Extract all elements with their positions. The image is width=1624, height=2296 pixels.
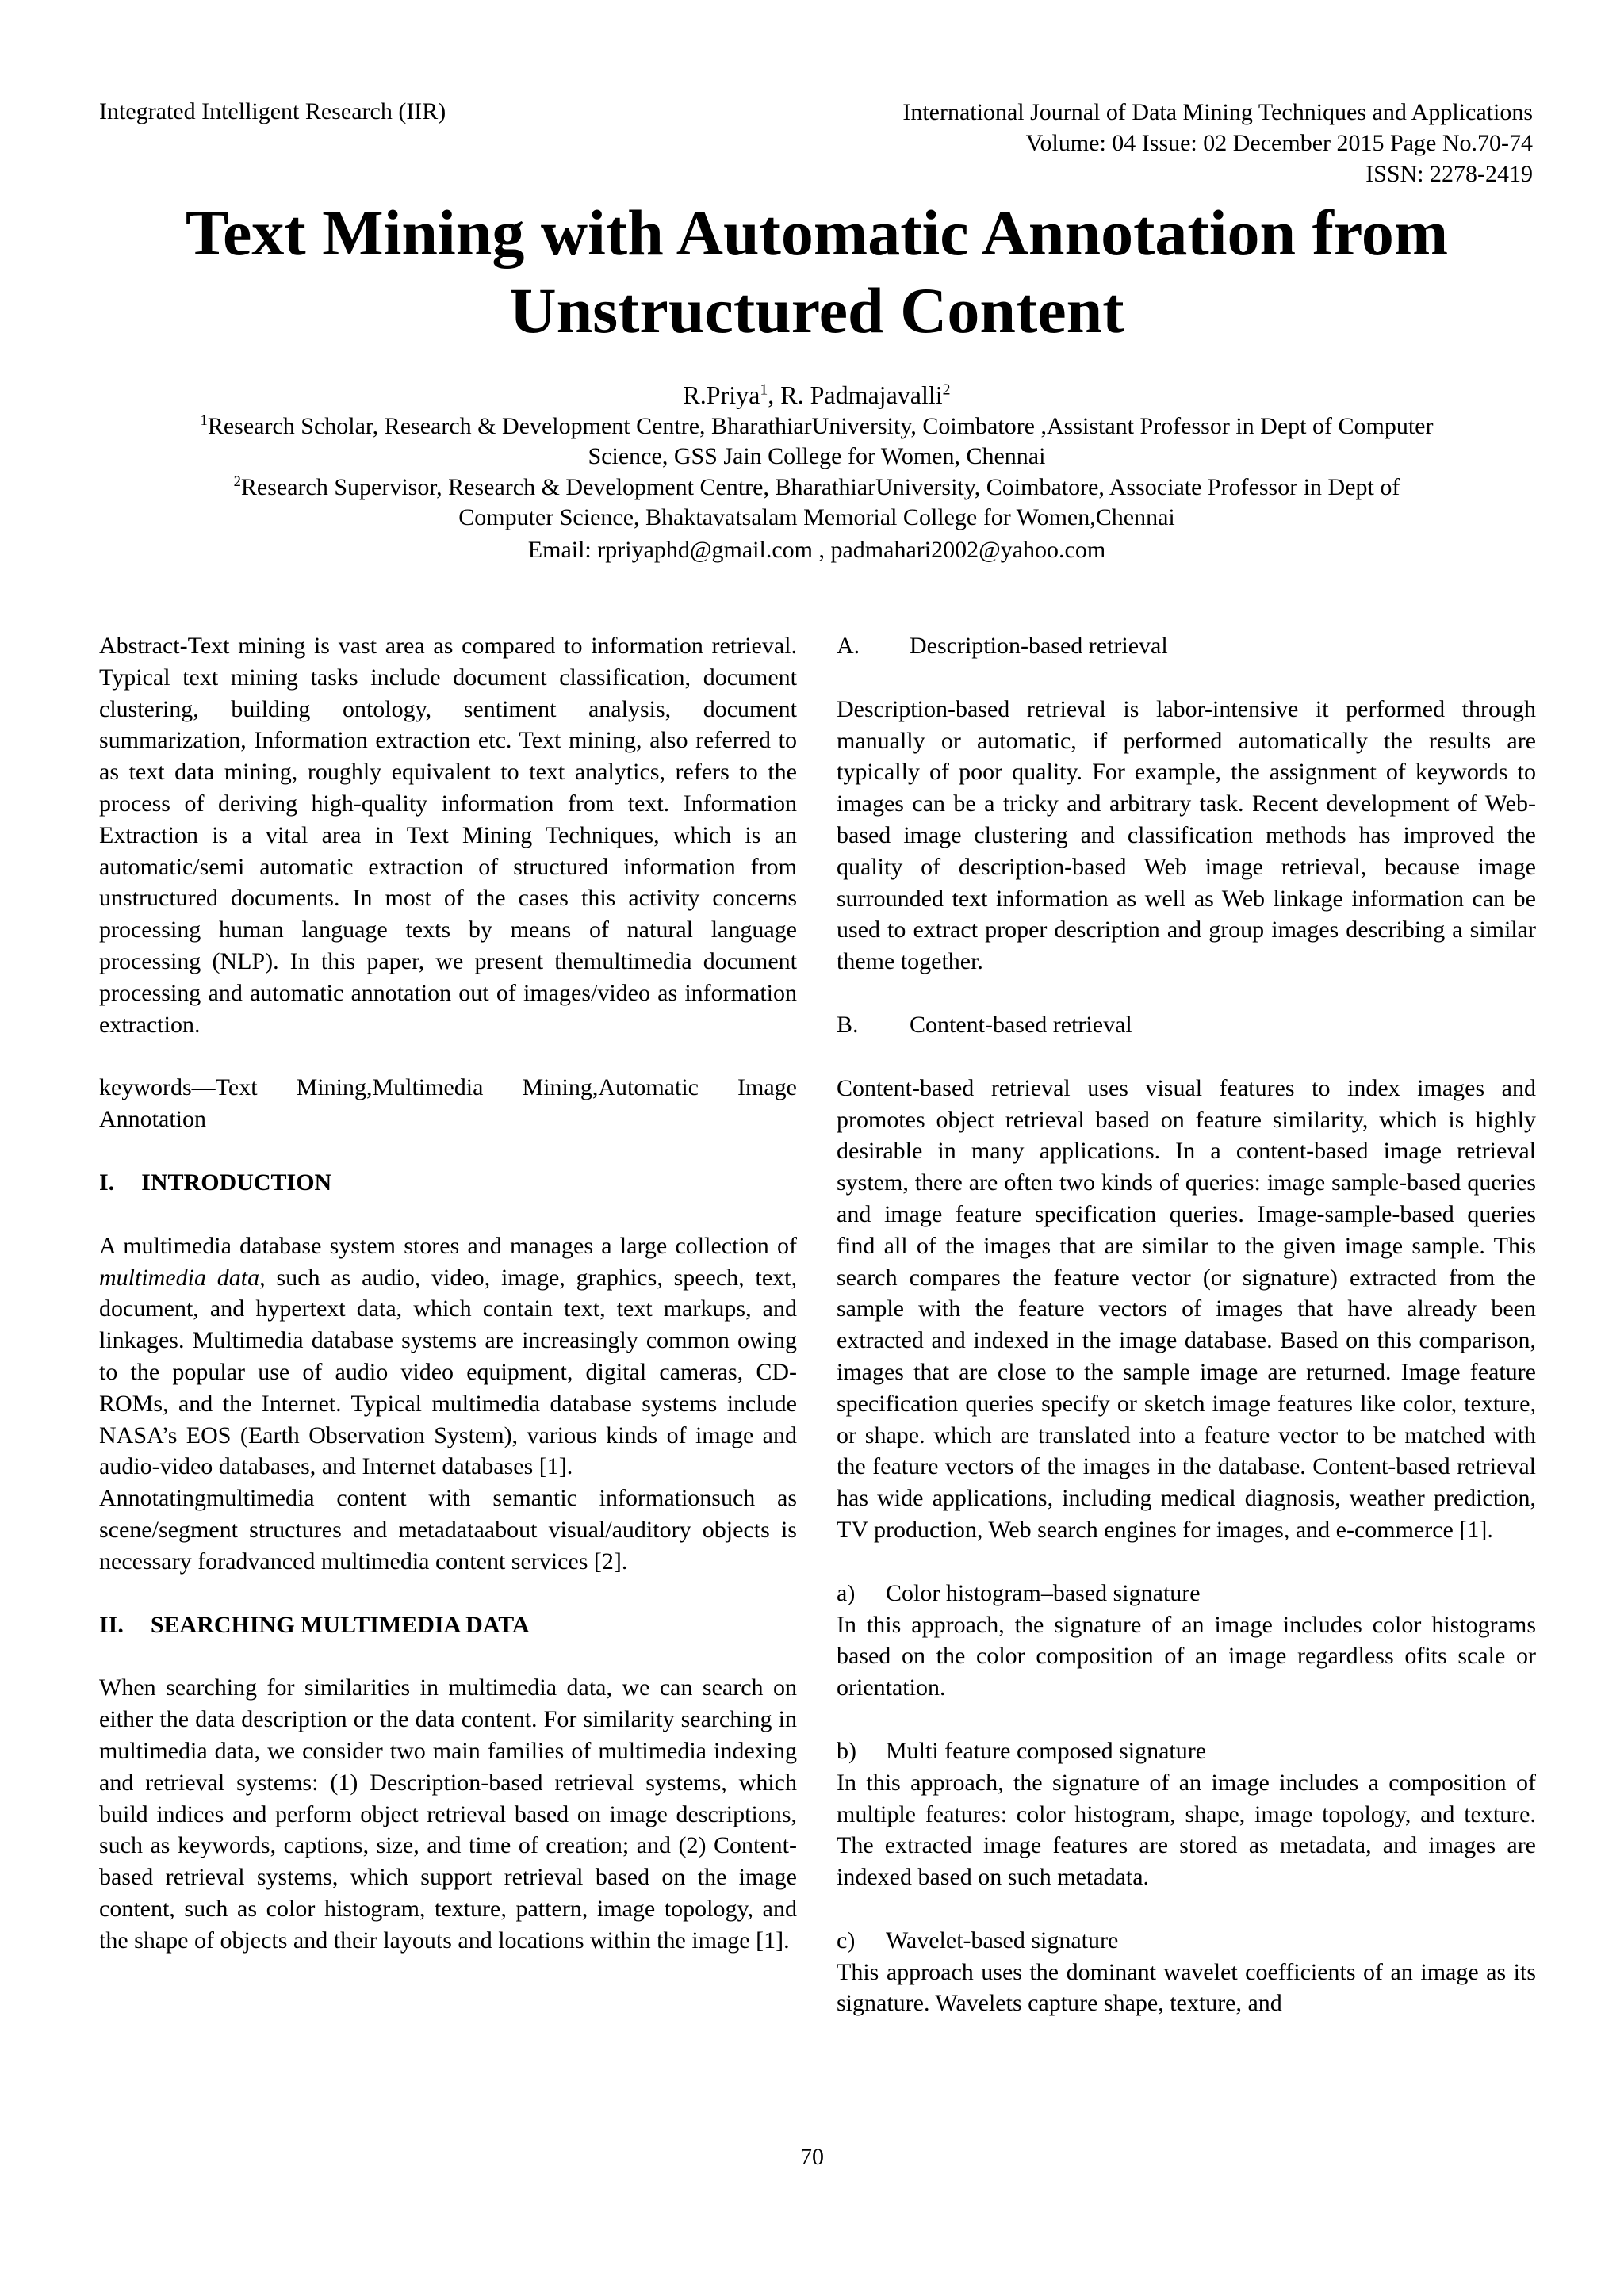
title-line-1: Text Mining with Automatic Annotation from [185, 197, 1449, 269]
item-c-letter: c) [837, 1927, 856, 1954]
emphasis-multimedia-data: multimedia data [99, 1264, 260, 1291]
affiliation-1-line-2: Science, GSS Jain College for Women, Chennai [588, 443, 1046, 469]
page-number: 70 [800, 2144, 824, 2170]
affiliation-1 [95, 411, 1538, 472]
running-header-left: Integrated Intelligent Research (IIR) [99, 98, 446, 124]
affiliation-2-line-1: Research Supervisor, Research & Development Centre, BharathiarUniversity, Coimbatore, Associate Professor in Dept of [240, 474, 1400, 500]
affiliation-1-mark: 1 [200, 412, 208, 429]
subsection-b-heading [837, 1009, 1536, 1041]
author-2: R. Padmajavalli [780, 381, 943, 409]
left-column [99, 630, 797, 1956]
author-2-mark: 2 [942, 381, 951, 399]
subsection-a-letter: A. [837, 633, 860, 659]
section-2-title: SEARCHING MULTIMEDIA DATA [150, 1611, 530, 1638]
subsection-a-title: Description-based retrieval [910, 633, 1168, 659]
item-c-heading [837, 1925, 1536, 1957]
item-c-title: Wavelet-based signature [886, 1927, 1119, 1954]
section-2-heading [99, 1609, 797, 1641]
item-b-letter: b) [837, 1737, 856, 1764]
abstract: Abstract-Text mining is vast area as compared to information retrieval. Typical text mining tasks include document classification, document clustering, building ontology, sentiment analysis, document summarization, Information extraction etc. Text mining, also referred to as text data mining, roughly equivalent to text analytics, refers to the process of deriving high-quality information from text. Information Extraction is a vital area in Text Mining Techniques, which is an automatic/semi automatic extraction of structured information from unstructured documents. In most of the cases this activity concerns processing human language texts by means of natural language processing (NLP). In this paper, we present themultimedia document processing and automatic annotation out of images/video as information extraction. [99, 633, 797, 1038]
keywords: keywords—Text Mining,Multimedia Mining,Automatic Image Annotation [99, 1074, 797, 1133]
author-1: R.Priya [683, 381, 760, 409]
description-retrieval-paragraph: Description-based retrieval is labor-intensive it performed through manually or automatic, if performed automatically the results are typically of poor quality. For example, the assignment of keywords to images can be a tricky and arbitrary task. Recent development of Web-based image clustering and classification methods has improved the quality of description-based Web image retrieval, because image surrounded text information as well as Web linkage information can be used to extract proper description and group images describing a similar theme together. [837, 695, 1536, 975]
item-a-title: Color histogram–based signature [886, 1579, 1201, 1606]
introduction-paragraph-1: A multimedia database system stores and manages a large collection of multimedia data, such as audio, video, image, graphics, speech, text, document, and hypertext data, which contain text, text markups, and linkages. Multimedia database systems are increasingly common owing to the popular use of audio video equipment, digital cameras, CD-ROMs, and the Internet. Typical multimedia database systems include NASA’s EOS (Earth Observation System), various kinds of image and audio-video databases, and Internet databases [1]. [99, 1232, 797, 1480]
paper-title [79, 194, 1554, 350]
subsection-a-heading [837, 630, 1536, 662]
searching-paragraph: When searching for similarities in multimedia data, we can search on either the data description or the data content. For similarity searching in multimedia data, we consider two main families of multimedia indexing and retrieval systems: (1) Description-based retrieval systems, which build indices and perform object retrieval based on image descriptions, such as keywords, captions, size, and time of creation; and (2) Content-based retrieval systems, which support retrieval based on the image content, such as color histogram, texture, pattern, image topology, and the shape of objects and their layouts and locations within the image [1]. [99, 1674, 797, 1954]
item-b-heading [837, 1735, 1536, 1767]
volume-issue: Volume: 04 Issue: 02 December 2015 Page No.70-74 [1025, 130, 1533, 156]
subsection-b-letter: B. [837, 1011, 859, 1038]
affiliation-2-mark: 2 [233, 473, 241, 490]
item-a-paragraph: In this approach, the signature of an image includes color histograms based on the color composition of an image regardless ofits scale or orientation. [837, 1611, 1536, 1701]
affiliation-2-line-2: Computer Science, Bhaktavatsalam Memorial College for Women,Chennai [458, 504, 1175, 530]
issn: ISSN: 2278-2419 [1365, 161, 1533, 187]
section-2-number: II. [99, 1611, 124, 1638]
introduction-paragraph-2: Annotatingmultimedia content with semantic informationsuch as scene/segment structures and metadataabout visual/auditory objects is necessary foradvanced multimedia content services [2]. [99, 1485, 797, 1575]
item-c-paragraph: This approach uses the dominant wavelet coefficients of an image as its signature. Wavelets capture shape, texture, and [837, 1958, 1536, 2017]
subsection-b-title: Content-based retrieval [910, 1011, 1132, 1038]
journal-name: International Journal of Data Mining Techniques and Applications [902, 99, 1533, 125]
title-line-2: Unstructured Content [509, 274, 1124, 346]
section-1-title: INTRODUCTION [141, 1169, 332, 1196]
item-b-title: Multi feature composed signature [886, 1737, 1207, 1764]
content-retrieval-paragraph: Content-based retrieval uses visual features to index images and promotes object retrieval based on feature similarity, which is highly desirable in many applications. In a content-based image retrieval system, there are often two kinds of queries: image sample-based queries and image feature specification queries. Image-sample-based queries find all of the images that are similar to the given image sample. This search compares the feature vector (or signature) extracted from the sample with the feature vectors of images that have already been extracted and indexed in the image database. Based on this comparison, images that are close to the sample image are returned. Image feature specification queries specify or sketch image features like color, texture, or shape. which are translated into a feature vector to be matched with the feature vectors of the images in the database. Content-based retrieval has wide applications, including medical diagnosis, weather prediction, TV production, Web search engines for images, and e-commerce [1]. [837, 1074, 1536, 1543]
item-a-letter: a) [837, 1579, 856, 1606]
email-line: Email: rpriyaphd@gmail.com , padmahari2002@yahoo.com [527, 537, 1106, 563]
section-1-heading [99, 1167, 797, 1199]
affiliation-2 [95, 473, 1538, 533]
item-a-heading [837, 1578, 1536, 1609]
author-1-mark: 1 [760, 381, 768, 399]
section-1-number: I. [99, 1169, 115, 1196]
item-b-paragraph: In this approach, the signature of an image includes a composition of multiple features: color histogram, shape, image topology, and texture. The extracted image features are stored as metadata, and images are indexed based on such metadata. [837, 1769, 1536, 1891]
affiliation-1-line-1: Research Scholar, Research & Development Centre, BharathiarUniversity, Coimbatore ,Assistant Professor in Dept of Computer [207, 413, 1434, 439]
right-column [837, 630, 1536, 2019]
author-separator: , [768, 381, 781, 409]
author-list [79, 379, 1554, 411]
running-header-right [661, 97, 1533, 189]
